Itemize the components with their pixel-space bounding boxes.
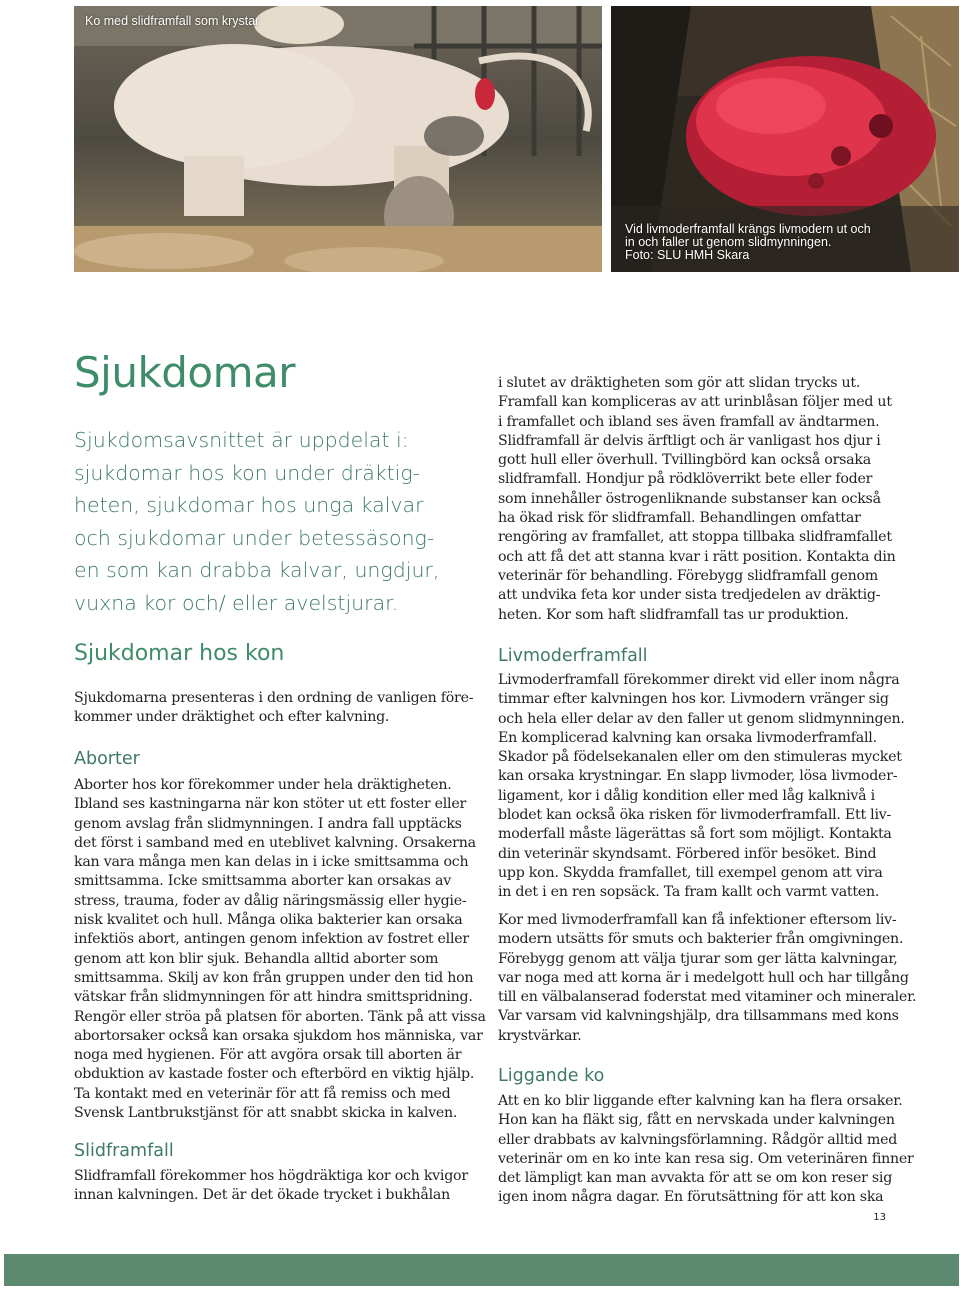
body-line: Slidframfall är delvis ärftligt och är vanligast hos djur i <box>498 432 881 449</box>
slidframfall-text-left <box>74 1167 468 1206</box>
body-line: in det i en ren sopsäck. Ta fram kallt och varmt vatten. <box>498 884 880 901</box>
slidframfall-text-right <box>498 374 896 625</box>
page-title: Sjukdomar <box>74 348 296 397</box>
body-line: smittsamma. Skilj av kon från gruppen under den tid hon <box>74 969 474 986</box>
body-line: och hela eller delar av den faller ut genom slidmynningen. <box>498 710 905 727</box>
body-line: vätskar från slidmynningen för att hindra smittspridning. <box>74 989 473 1006</box>
body-line: till en välbalanserad foderstat med vitaminer och mineraler. <box>498 989 917 1006</box>
intro-line: sjukdomar hos kon under dräktig- <box>74 460 421 485</box>
caption-line: Vid livmoderframfall krängs livmodern ut och <box>625 222 871 236</box>
footer-bar <box>4 1254 959 1286</box>
body-line: gott hull eller överhull. Tvillingbörd kan också orsaka <box>498 452 871 469</box>
body-line: din veterinär skyndsamt. Förbered inför besöket. Bind <box>498 845 877 862</box>
body-line: rengöring av framfallet, att stoppa tillbaka slidframfallet <box>498 529 892 546</box>
caption-line: in och faller ut genom slidmynningen. <box>625 235 832 249</box>
body-line: Slidframfall förekommer hos högdräktiga kor och kvigor <box>74 1168 468 1184</box>
section-intro <box>74 689 473 728</box>
body-line: kan vara många men kan delas in i icke smittsamma och <box>74 854 469 871</box>
body-line: veterinär för behandling. Förebygg slidframfall genom <box>498 567 879 584</box>
body-line: i slutet av dräktigheten som gör att slidan trycks ut. <box>498 375 861 391</box>
intro-line: vuxna kor och/ eller avelstjurar. <box>74 590 399 615</box>
body-line: nisk kvalitet och hull. Många olika bakterier kan orsaka <box>74 912 463 929</box>
intro-line: heten, sjukdomar hos unga kalvar <box>74 493 424 517</box>
body-line: kan orsaka krystningar. En slapp livmoder, lösa livmoder- <box>498 768 898 785</box>
body-line: Förebygg genom att välja tjurar som ger lätta kalvningar, <box>498 950 898 967</box>
body-line: ha ökad risk för slidframfall. Behandlingen omfattar <box>498 510 861 527</box>
body-line: smittsamma. Icke smittsamma aborter kan orsakas av <box>74 873 451 890</box>
body-line: upp kon. Skydda framfallet, till exempel genom att vira <box>498 864 883 881</box>
body-line: Ibland ses kastningarna när kon stöter ut ett foster eller <box>74 796 467 813</box>
body-line: Att en ko blir liggande efter kalvning kan ha flera orsaker. <box>498 1093 903 1109</box>
body-line: Var varsam vid kalvningshjälp, dra tillsammans med kons <box>498 1008 899 1025</box>
body-line: blodet kan också öka risken för livmoderframfall. Ett liv- <box>498 807 892 824</box>
body-line: Rengör eller ströa på platsen för aborten. Tänk på att vissa <box>74 1008 486 1025</box>
body-line: Livmoderframfall förekommer direkt vid eller inom några <box>498 672 900 688</box>
intro-paragraph <box>74 424 484 619</box>
liggande-ko-text <box>498 1092 914 1208</box>
body-line: Skador på födelsekanalen eller om den stimuleras mycket <box>498 749 902 766</box>
body-line: i framfallet och ibland ses även framfall av ändtarmen. <box>498 413 880 430</box>
section-heading: Sjukdomar hos kon <box>74 641 285 666</box>
body-line: igen inom några dagar. En förutsättning för att kon ska <box>498 1189 884 1206</box>
body-line: infektiös abort, antingen genom infektion av fostret eller <box>74 931 469 948</box>
body-line: Aborter hos kor förekommer under hela dräktigheten. <box>74 777 452 793</box>
body-line: En komplicerad kalvning kan orsaka livmoderframfall. <box>498 729 877 746</box>
heading-liggande-ko: Liggande ko <box>498 1066 605 1086</box>
intro-line: Sjukdomsavsnittet är uppdelat i: <box>74 428 409 452</box>
body-line: som innehåller östrogenliknande substanser kan också <box>498 490 881 507</box>
body-line: modern utsätts för smuts och bakterier från omgivningen. <box>498 931 904 948</box>
body-line: det först i samband med en uteblivet kalvning. Orsakerna <box>74 834 476 851</box>
body-line: noga med hygienen. För att avgöra orsak till aborten är <box>74 1047 462 1064</box>
body-line: Framfall kan kompliceras av att urinblåsan följer med ut <box>498 394 892 411</box>
body-line: genom att kon blir sjuk. Behandla alltid aborter som <box>74 950 439 967</box>
page-number: 13 <box>873 1212 886 1223</box>
heading-slidframfall: Slidframfall <box>74 1141 174 1161</box>
body-line: obduktion av kastade foster och efterbörd en viktig hjälp. <box>74 1066 475 1083</box>
body-line: Hon kan ha fläkt sig, fått en nervskada under kalvningen <box>498 1112 895 1129</box>
photo-cow-prolapse <box>74 6 602 272</box>
body-line: kommer under dräktighet och efter kalvning. <box>74 709 390 726</box>
caption-cow-prolapse <box>85 15 259 28</box>
heading-livmoderframfall: Livmoderframfall <box>498 646 648 666</box>
intro-line: och sjukdomar under betessäsong- <box>74 525 435 550</box>
heading-aborter: Aborter <box>74 749 140 769</box>
body-line: Sjukdomarna presenteras i den ordning de vanligen före- <box>74 690 474 706</box>
body-line: det lämpligt kan man avvakta för att se om kon reser sig <box>498 1170 893 1187</box>
caption-text: Ko med slidframfall som krystar <box>85 14 260 28</box>
body-line: slidframfall. Hondjur på rödklöverrikt bete eller foder <box>498 471 873 488</box>
livmoderframfall-text-1 <box>498 671 905 903</box>
body-line: innan kalvningen. Det är det ökade trycket i bukhålan <box>74 1187 450 1204</box>
body-line: abortorsaker också kan orsaka sjukdom hos människa, var <box>74 1027 483 1044</box>
body-line: timmar efter kalvningen hos kor. Livmodern vränger sig <box>498 691 889 708</box>
livmoderframfall-text-2 <box>498 911 916 1046</box>
body-line: heten. Kor som haft slidframfall tas ur produktion. <box>498 606 849 623</box>
body-line: veterinär om en ko inte kan resa sig. Om veterinären finner <box>498 1150 914 1167</box>
body-line: genom avslag från slidmynningen. I andra fall upptäcks <box>74 815 462 832</box>
body-line: Kor med livmoderframfall kan få infektioner eftersom liv- <box>498 912 897 928</box>
caption-uterine-prolapse <box>625 223 871 262</box>
body-line: var noga med att korna är i medelgott hull och har tillgång <box>498 969 909 986</box>
body-line: moderfall måste lägerättas så fort som möjligt. Kontakta <box>498 826 892 843</box>
body-line: krystvärkar. <box>498 1027 582 1044</box>
caption-line: Foto: SLU HMH Skara <box>625 248 750 262</box>
body-line: Svensk Lantbrukstjänst för att snabbt skicka in kalven. <box>74 1105 458 1122</box>
body-line: och att få det att stanna kvar i rätt position. Kontakta din <box>498 548 896 565</box>
intro-line: en som kan drabba kalvar, ungdjur, <box>74 558 440 582</box>
aborter-text <box>74 776 486 1123</box>
body-line: ligament, kor i dålig kondition eller med låg kalknivå i <box>498 787 875 804</box>
body-line: att undvika feta kor under sista tredjedelen av dräktig- <box>498 587 881 604</box>
body-line: eller drabbats av kalvningsförlamning. Rådgör alltid med <box>498 1131 898 1148</box>
body-line: stress, trauma, foder av dålig näringsmässig eller hygie- <box>74 892 467 909</box>
body-line: Ta kontakt med en veterinär för att få remiss och med <box>74 1085 451 1102</box>
